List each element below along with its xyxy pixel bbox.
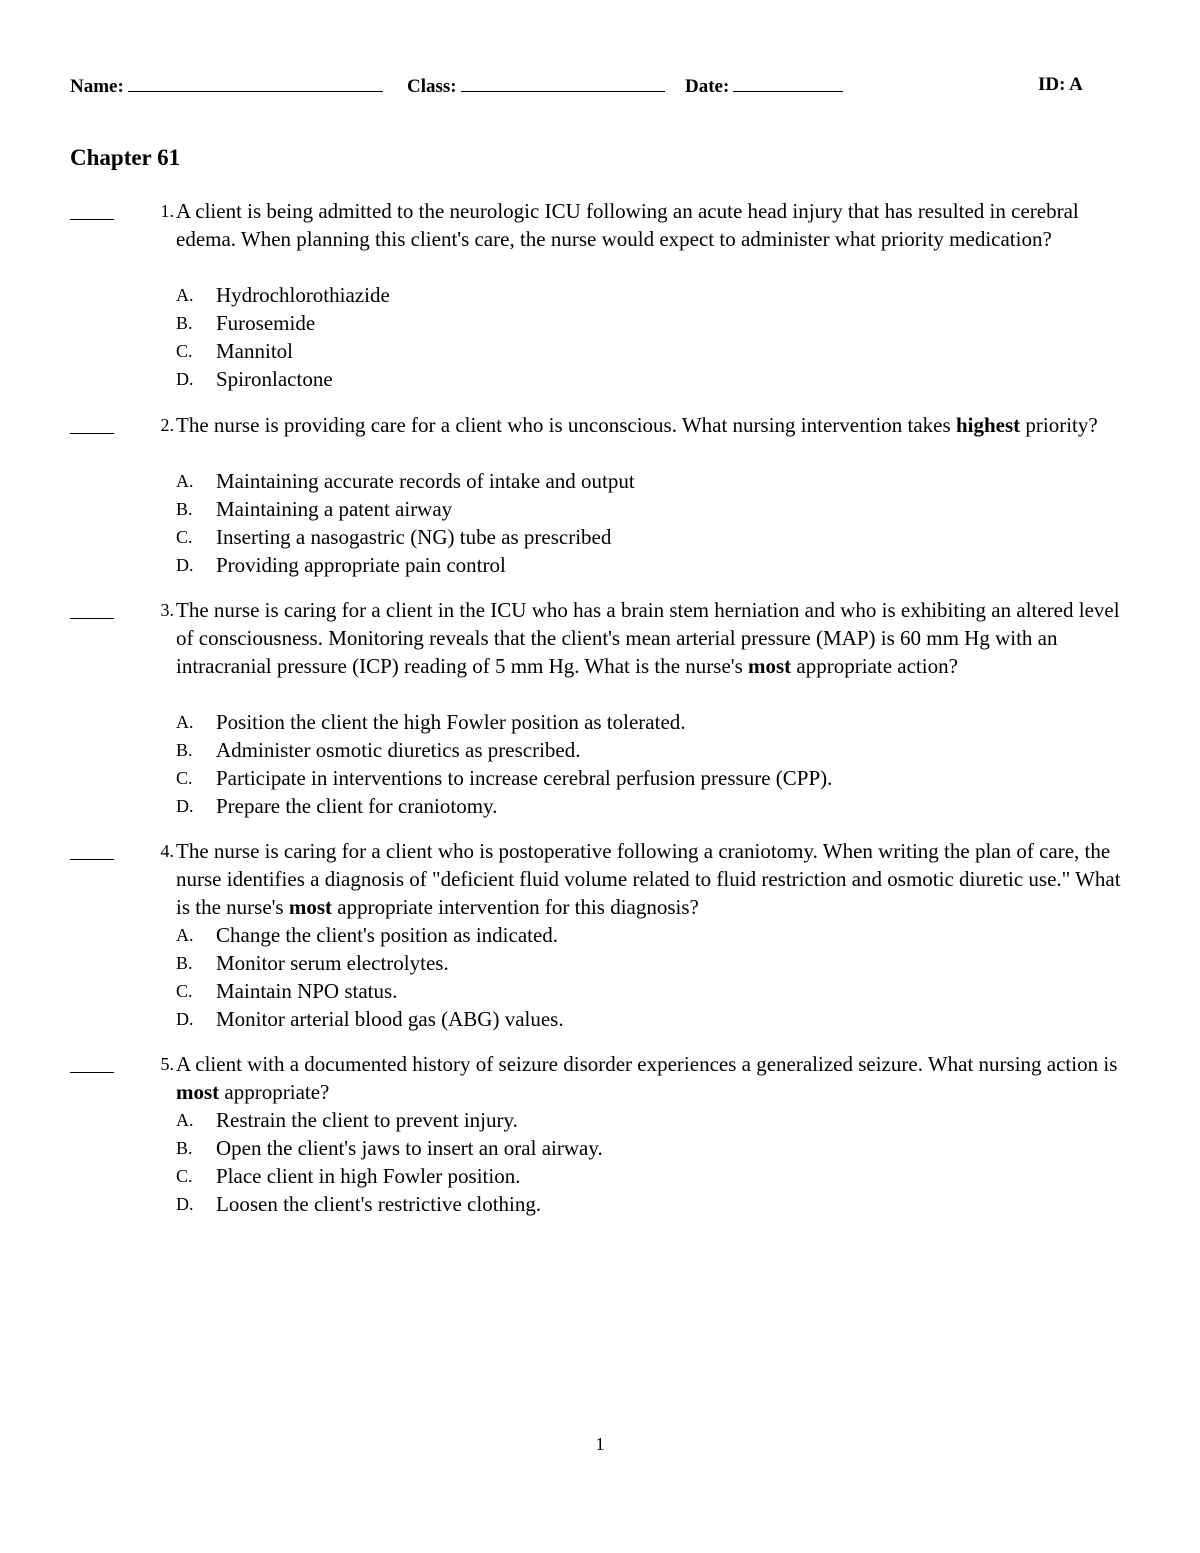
class-blank-line xyxy=(461,72,665,92)
question-text xyxy=(176,411,1126,439)
option-text: Spironlactone xyxy=(216,367,333,391)
option-letter: C. xyxy=(176,981,193,1001)
option-letter: C. xyxy=(176,1166,193,1186)
emphasis-text: highest xyxy=(955,413,1021,437)
question-text xyxy=(176,197,1126,253)
question-text-segment: appropriate intervention for this diagnosis? xyxy=(332,895,699,919)
option-text: Open the client's jaws to insert an oral airway. xyxy=(216,1136,603,1160)
date-blank-line xyxy=(733,72,843,92)
option-text: Inserting a nasogastric (NG) tube as prescribed xyxy=(216,525,612,549)
date-label: Date: xyxy=(685,76,730,97)
answer-blank-line[interactable] xyxy=(70,1060,114,1073)
class-field xyxy=(407,72,665,100)
option-letter: D. xyxy=(176,555,194,575)
option-text: Furosemide xyxy=(216,311,316,335)
id-label: ID: A xyxy=(1038,74,1083,95)
answer-blank-line[interactable] xyxy=(70,207,114,220)
answer-blank-line[interactable] xyxy=(70,847,114,860)
answer-blank-line[interactable] xyxy=(70,606,114,619)
question-text-segment: The nurse is caring for a client in the ICU who has a brain stem herniation and who is exhibiting an altered level of consciousness. Monitoring reveals that the client's mean arterial pressure (MAP) is 60 mm Hg with an intracranial pressure (ICP) reading of 5 mm Hg. What is the nurse's xyxy=(176,598,1120,678)
name-blank-line xyxy=(128,72,383,92)
option-letter: D. xyxy=(176,1194,194,1214)
option-letter: D. xyxy=(176,1009,194,1029)
option-letter: D. xyxy=(176,796,194,816)
option-text: Change the client's position as indicated. xyxy=(216,923,559,947)
emphasis-text: most xyxy=(748,654,792,678)
question-text-segment: appropriate? xyxy=(219,1080,330,1104)
question-number: 5. xyxy=(160,1054,174,1074)
option-letter: C. xyxy=(176,527,193,547)
class-label: Class: xyxy=(407,76,457,97)
option-letter: B. xyxy=(176,1138,193,1158)
question-text-segment: The nurse is providing care for a client who is unconscious. What nursing intervention takes xyxy=(176,413,956,437)
question-text-segment: A client with a documented history of seizure disorder experiences a generalized seizure. What nursing action is xyxy=(176,1052,1118,1076)
question-number: 4. xyxy=(160,841,174,861)
page-number: 1 xyxy=(595,1434,605,1454)
question-text-segment: priority? xyxy=(1020,413,1098,437)
date-field xyxy=(685,72,843,100)
option-letter: A. xyxy=(176,712,194,732)
question-number: 2. xyxy=(160,415,174,435)
question-text xyxy=(176,837,1126,921)
question-number: 1. xyxy=(160,201,174,221)
option-text: Loosen the client's restrictive clothing. xyxy=(216,1192,542,1216)
option-letter: A. xyxy=(176,285,194,305)
option-letter: B. xyxy=(176,740,193,760)
name-label: Name: xyxy=(70,76,124,97)
emphasis-text: most xyxy=(176,1080,220,1104)
chapter-title: Chapter 61 xyxy=(70,145,181,170)
option-letter: A. xyxy=(176,471,194,491)
option-text: Administer osmotic diuretics as prescribed. xyxy=(216,738,581,762)
option-text: Maintaining a patent airway xyxy=(216,497,453,521)
answer-blank-line[interactable] xyxy=(70,421,114,434)
option-letter: A. xyxy=(176,1110,194,1130)
option-letter: B. xyxy=(176,499,193,519)
option-text: Maintaining accurate records of intake and output xyxy=(216,469,635,493)
option-text: Monitor arterial blood gas (ABG) values. xyxy=(216,1007,564,1031)
option-text: Mannitol xyxy=(216,339,293,363)
option-letter: A. xyxy=(176,925,194,945)
option-text: Restrain the client to prevent injury. xyxy=(216,1108,518,1132)
option-letter: D. xyxy=(176,369,194,389)
question-text xyxy=(176,596,1126,680)
question-number: 3. xyxy=(160,600,174,620)
question-text-segment: A client is being admitted to the neurologic ICU following an acute head injury that has resulted in cerebral edema. When planning this client's care, the nurse would expect to administer what priority medication? xyxy=(176,199,1079,251)
emphasis-text: most xyxy=(288,895,333,919)
id-field xyxy=(1038,72,1083,98)
option-letter: C. xyxy=(176,341,193,361)
option-text: Position the client the high Fowler position as tolerated. xyxy=(216,710,686,734)
option-letter: B. xyxy=(176,313,193,333)
option-text: Participate in interventions to increase cerebral perfusion pressure (CPP). xyxy=(216,766,833,790)
option-letter: C. xyxy=(176,768,193,788)
question-text-segment: The nurse is caring for a client who is postoperative following a craniotomy. When writing the plan of care, the nurse identifies a diagnosis of "deficient fluid volume related to fluid restriction and osmotic diuretic use." What is the nurse's xyxy=(176,839,1121,919)
option-text: Prepare the client for craniotomy. xyxy=(216,794,498,818)
option-text: Place client in high Fowler position. xyxy=(216,1164,521,1188)
option-text: Monitor serum electrolytes. xyxy=(216,951,449,975)
option-text: Providing appropriate pain control xyxy=(216,553,506,577)
option-text: Maintain NPO status. xyxy=(216,979,398,1003)
question-text xyxy=(176,1050,1126,1106)
question-text-segment: appropriate action? xyxy=(791,654,958,678)
option-text: Hydrochlorothiazide xyxy=(216,283,390,307)
name-field xyxy=(70,72,383,100)
option-letter: B. xyxy=(176,953,193,973)
